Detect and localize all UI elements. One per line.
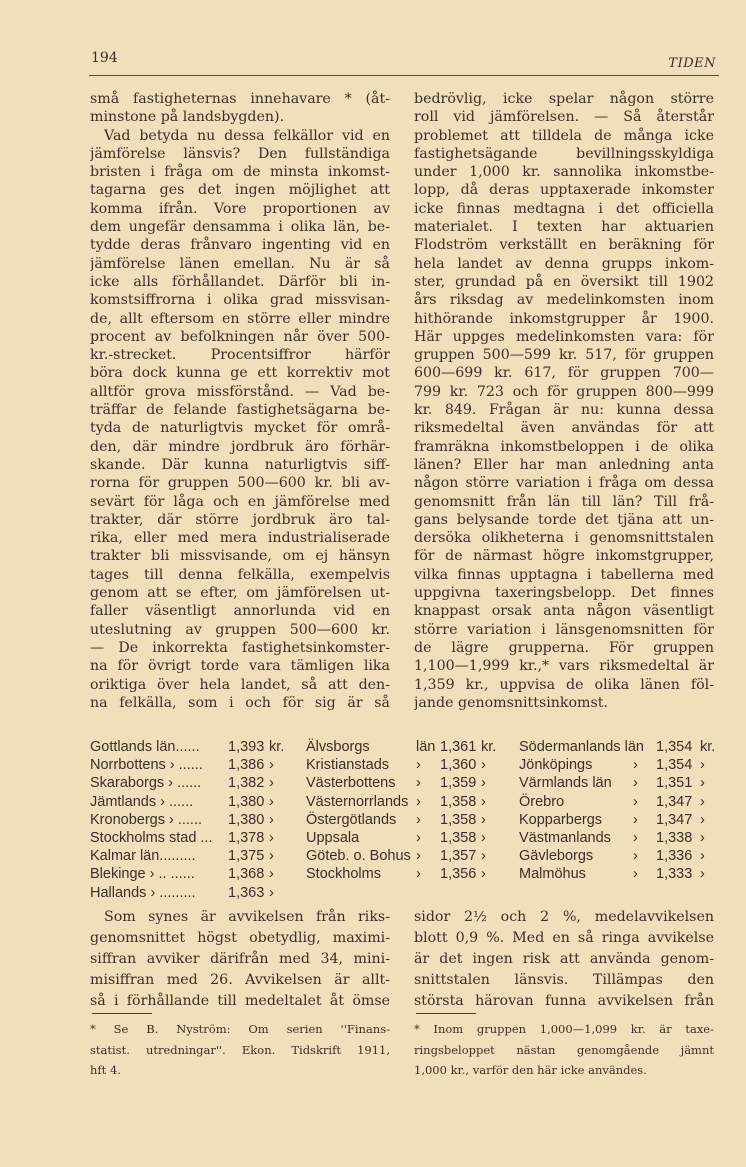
county-value: 1,333 <box>656 866 693 883</box>
text-line: misiffran med 26. Avvikelsen är allt- <box>90 972 390 988</box>
county-mark: › <box>416 811 421 828</box>
text-line: jande genomsnittsinkomst. <box>414 694 608 711</box>
county-name: Värmlands län <box>519 775 612 792</box>
page-number: 194 <box>91 50 118 66</box>
left-text-column <box>90 90 390 712</box>
county-name: Gottlands län...... <box>90 739 200 755</box>
text-line: * Inom gruppen 1,000—1,099 kr. är taxe- <box>414 1022 714 1036</box>
text-line: 1,359 kr., uppvisa de olika länen föl- <box>414 676 714 693</box>
text-line: så i förhållande till medeltalet åt ömse <box>90 993 390 1009</box>
text-line: Vad betyda nu dessa felkällor vid en <box>104 127 390 144</box>
county-mark: › <box>633 848 638 865</box>
text-line: dersöka olikheterna i genomsnittstalen <box>414 530 714 547</box>
text-line: genomsnitt från län till län? Till frå- <box>414 493 714 510</box>
county-mark: › <box>633 757 638 774</box>
right-text-column <box>414 90 714 712</box>
table-row <box>90 794 720 812</box>
county-mark: › <box>416 775 421 792</box>
county-value: 1,354 <box>656 757 693 774</box>
text-line: års riksdag av medelinkomsten inom <box>414 292 714 309</box>
county-name: Södermanlands län <box>519 739 644 755</box>
county-unit: › <box>481 793 486 810</box>
text-line: 1,100—1,999 kr.,* vars riksmedeltal är <box>414 658 714 675</box>
footnote-right <box>414 1019 714 1081</box>
county-name: Västmanlands <box>519 829 611 846</box>
county-name: Hallands › ......... <box>90 884 196 901</box>
county-mark: › <box>633 829 638 846</box>
county-name: Kristianstads <box>306 757 390 774</box>
county-name: Blekinge › .. ...... <box>90 866 195 883</box>
text-line: icke finnas medtagna i det officiella <box>414 200 714 217</box>
county-value: 1,358 <box>440 829 477 846</box>
county-value: 1,358 <box>440 811 477 828</box>
county-value: 1,356 <box>440 866 477 883</box>
text-line: Här uppges medelinkomsten vara: för <box>414 328 714 345</box>
text-line: gruppen 500—599 kr. 517, för gruppen <box>414 347 714 364</box>
text-line: statist. utredningar''. Ekon. Tidskrift 1911, <box>90 1042 390 1057</box>
county-value: 1,358 <box>440 793 477 810</box>
text-line: under 1,000 kr. sannolika inkomstbe- <box>414 164 714 181</box>
text-line: de, allt eftersom en större eller mindre <box>90 310 390 327</box>
text-line: framräkna inkomstbeloppen i de olika <box>414 438 714 455</box>
text-line: genom att se efter, om jämförelsen ut- <box>90 585 390 602</box>
county-mark: › <box>633 793 638 810</box>
county-value: 1,354 <box>656 739 693 755</box>
county-name: Gävleborgs <box>519 848 594 865</box>
county-mark: › <box>416 829 421 846</box>
county-mark: › <box>633 811 638 828</box>
text-line: lopp, då deras upptaxerade inkomster <box>414 182 714 199</box>
text-line: gans belysande torde det tjäna att un- <box>414 511 714 528</box>
county-unit: › <box>269 757 274 774</box>
table-row <box>90 775 720 793</box>
county-value: 1,380 <box>228 793 265 810</box>
footnote-rule-left <box>92 1013 152 1014</box>
text-line: tages till denna felkälla, exempelvis <box>90 566 390 583</box>
county-value: 1,336 <box>656 848 693 865</box>
county-unit: kr. <box>269 739 285 755</box>
text-line: ringsbeloppet nästan genomgående jämnt <box>414 1042 714 1057</box>
text-line: tyda de naturligtvis mycket för områ- <box>90 420 390 437</box>
text-line: snittstalen länsvis. Tillämpas den <box>414 972 714 988</box>
county-unit: › <box>700 775 705 792</box>
table-row <box>90 739 720 757</box>
text-line: största härovan funna avvikelsen från <box>414 993 714 1009</box>
county-name: Kopparbergs <box>519 811 603 828</box>
county-value: 1,378 <box>228 829 265 846</box>
text-line: trakter, där större jordbruk äro tal- <box>90 511 390 528</box>
header-rule <box>89 75 719 76</box>
county-unit: › <box>481 775 486 792</box>
county-unit: › <box>481 848 486 865</box>
county-name: Västernorrlands <box>306 793 409 810</box>
county-mark: › <box>416 757 421 774</box>
county-value: 1,361 <box>440 739 477 755</box>
text-line: länen? Eller har man anledning anta <box>414 456 714 473</box>
text-line: 1,000 kr., varför den här icke användes. <box>414 1063 647 1077</box>
county-unit: › <box>481 811 486 828</box>
text-line: knappast orsak anta någon väsentligt <box>414 603 714 620</box>
county-unit: › <box>481 866 486 883</box>
county-value: 1,351 <box>656 775 693 792</box>
county-value: 1,360 <box>440 757 477 774</box>
county-value: 1,357 <box>440 848 477 865</box>
text-line: träffar de felande fastighetsägarna be- <box>90 402 390 419</box>
county-unit: › <box>269 775 274 792</box>
text-line: roll vid jämförelsen. — Så återstår <box>414 109 714 126</box>
county-unit: › <box>269 884 274 901</box>
county-value: 1,347 <box>656 811 693 828</box>
table-row <box>90 885 720 903</box>
county-value: 1,338 <box>656 829 693 846</box>
county-mark: › <box>416 866 421 883</box>
county-name: Älvsborgs <box>306 739 370 755</box>
county-name: Västerbottens <box>306 775 396 792</box>
county-name: Jönköpings <box>519 757 593 774</box>
text-line: oriktiga över hela landet, så att den- <box>90 676 390 693</box>
text-line: vilka finnas upptagna i tabellerna med <box>414 566 714 583</box>
county-name: Kalmar län......... <box>90 848 196 865</box>
county-unit: › <box>481 757 486 774</box>
county-name: Stockholms <box>306 866 381 883</box>
text-line: tydde deras frånvaro ingenting vid en <box>90 237 390 254</box>
county-unit: › <box>269 793 274 810</box>
table-row <box>90 812 720 830</box>
text-line: ster, grundad på en översikt till 1902 <box>414 273 714 290</box>
county-income-table <box>90 739 720 903</box>
text-line: rika, eller med mera industrialiserade <box>90 530 390 547</box>
county-mark: › <box>416 793 421 810</box>
text-line: Som synes är avvikelsen från riks- <box>104 909 390 925</box>
text-line: för de närmast högre inkomstgrupper, <box>414 548 714 565</box>
county-name: Jämtlands › ...... <box>90 793 194 810</box>
text-line: sidor 2½ och 2 %, medelavvikelsen <box>414 909 714 925</box>
text-line: problemet att tilldela de många icke <box>414 127 714 144</box>
county-name: Malmöhus <box>519 866 586 883</box>
text-line: uteslutning av gruppen 500—600 kr. <box>90 621 390 638</box>
county-mark: › <box>633 866 638 883</box>
county-name: Kronobergs › ...... <box>90 811 203 828</box>
text-line: na för övrigt torde vara tämligen lika <box>90 658 390 675</box>
text-line: dem ungefär densamma i olika län, be- <box>90 219 390 236</box>
county-name: Östergötlands <box>306 811 397 828</box>
text-line: jämförelse länen emellan. Nu är så <box>90 255 390 272</box>
table-row <box>90 830 720 848</box>
county-unit: › <box>700 757 705 774</box>
county-unit: › <box>700 829 705 846</box>
text-line: faller väsentligt annorlunda vid en <box>90 603 390 620</box>
text-line: tagarna ges det ingen möjlighet att <box>90 182 390 199</box>
county-name: Uppsala <box>306 829 360 846</box>
county-unit: kr. <box>700 739 716 755</box>
text-line: icke alls förhållandet. Därför bli in- <box>90 273 390 290</box>
county-mark: › <box>633 775 638 792</box>
text-line: sevärt för låga och en jämförelse med <box>90 493 390 510</box>
text-line: * Se B. Nyström: Om serien ''Finans- <box>90 1022 390 1036</box>
bottom-right-text <box>414 907 714 1012</box>
county-unit: › <box>269 829 274 846</box>
text-line: den, där mindre jordbruk äro förhär- <box>90 438 390 455</box>
county-value: 1,386 <box>228 757 265 774</box>
text-line: komstsiffrorna i olika grad missvisan- <box>90 292 390 309</box>
text-line: Flodström verkställt en beräkning för <box>414 237 714 254</box>
text-line: komma ifrån. Vore proportionen av <box>90 200 390 217</box>
county-unit: › <box>269 811 274 828</box>
county-unit: › <box>700 848 705 865</box>
county-value: 1,359 <box>440 775 477 792</box>
county-unit: › <box>700 811 705 828</box>
county-name: Stockholms stad ... <box>90 829 213 846</box>
text-line: materialet. I texten har aktuarien <box>414 219 714 236</box>
table-row <box>90 866 720 884</box>
county-value: 1,380 <box>228 811 265 828</box>
text-line: genomsnittet högst obetydlig, maximi- <box>90 930 390 946</box>
county-value: 1,393 <box>228 739 265 755</box>
county-name: Örebro <box>519 793 565 810</box>
county-unit: › <box>481 829 486 846</box>
text-line: de lägre grupperna. För gruppen <box>414 639 714 656</box>
county-unit: › <box>269 848 274 865</box>
text-line: alltför grova missförstånd. — Vad be- <box>90 383 390 400</box>
text-line: blott 0,9 %. Med en så ringa avvikelse <box>414 930 714 946</box>
text-line: hft 4. <box>90 1063 121 1077</box>
text-line: kr.-strecket. Procentsiffror härför <box>90 347 390 364</box>
county-unit: › <box>269 866 274 883</box>
text-line: små fastigheternas innehavare * (åt- <box>90 91 390 107</box>
text-line: — De inkorrekta fastighetsinkomster- <box>90 639 390 656</box>
text-line: uppgivna taxeringsbelopp. Det finnes <box>414 585 714 602</box>
footnote-left <box>90 1019 390 1081</box>
text-line: böra dock kunna ge ett korrektiv mot <box>90 365 390 382</box>
county-unit: › <box>700 866 705 883</box>
text-line: bristen i fråga om de minsta inkomst- <box>90 164 390 181</box>
footnote-rule-right <box>416 1013 476 1014</box>
county-value: 1,375 <box>228 848 265 865</box>
text-line: riksmedeltal även användas för att <box>414 420 714 437</box>
text-line: 799 kr. 723 och för gruppen 800—999 <box>414 383 714 400</box>
text-line: 600—699 kr. 617, för gruppen 700— <box>414 365 714 382</box>
text-line: trakter bli missvisande, om ej hänsyn <box>90 548 390 565</box>
bottom-left-text <box>90 907 390 1012</box>
county-value: 1,347 <box>656 793 693 810</box>
text-line: skande. Där kunna naturligtvis siff- <box>90 456 390 473</box>
text-line: procent av befolkningen når över 500- <box>90 328 390 345</box>
county-mark: › <box>416 848 421 865</box>
text-line: någon större variation i fråga om dessa <box>414 475 714 492</box>
text-line: siffran avviker därifrån med 34, mini- <box>90 951 390 967</box>
text-line: bedrövlig, icke spelar någon större <box>414 91 714 107</box>
text-line: större variation i länsgenomsnitten för <box>414 621 714 638</box>
text-line: minstone på landsbygden). <box>90 109 285 126</box>
text-line: är det ingen risk att använda genom- <box>414 951 714 967</box>
county-value: 1,368 <box>228 866 265 883</box>
county-value: 1,363 <box>228 884 265 901</box>
text-line: hithörande inkomstgrupper år 1900. <box>414 310 714 327</box>
table-row <box>90 757 720 775</box>
text-line: na felkälla, som i och för sig är så <box>90 694 390 711</box>
table-row <box>90 848 720 866</box>
text-line: fastighetsägande bevillningsskyldiga <box>414 145 714 162</box>
text-line: hela landet av denna grupps inkom- <box>414 255 714 272</box>
county-unit: › <box>700 793 705 810</box>
running-title: TIDEN <box>668 56 716 71</box>
text-line: kr. 849. Frågan är nu: kunna dessa <box>414 402 714 419</box>
county-mark: län <box>416 739 436 755</box>
county-value: 1,382 <box>228 775 265 792</box>
county-unit: kr. <box>481 739 497 755</box>
county-name: Skaraborgs › ...... <box>90 775 202 792</box>
county-name: Göteb. o. Bohus <box>306 848 411 865</box>
text-line: rorna för gruppen 500—600 kr. bli av- <box>90 475 390 492</box>
county-name: Norrbottens › ...... <box>90 757 203 774</box>
text-line: jämförelse länsvis? Den fullständiga <box>90 145 390 162</box>
